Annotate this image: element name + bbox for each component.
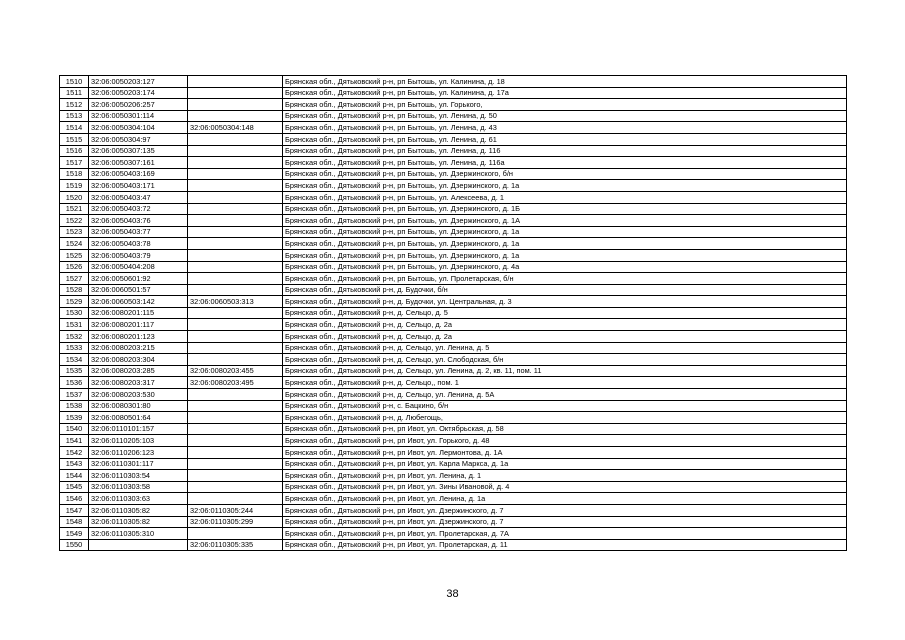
- cadastral-number-cell: [89, 539, 188, 551]
- cadastral-number-cell: 32:06:0050307:161: [89, 157, 188, 169]
- cadastral-number-cell: 32:06:0080201:123: [89, 331, 188, 343]
- cadastral-number-cell: 32:06:0060501:57: [89, 284, 188, 296]
- related-cadastral-number-cell: [188, 133, 283, 145]
- cadastral-number-cell: 32:06:0050403:77: [89, 226, 188, 238]
- table-row: [60, 226, 847, 238]
- table-row: [60, 215, 847, 227]
- page-number: 38: [446, 588, 459, 600]
- row-number-cell: 1525: [60, 249, 89, 261]
- row-number-cell: 1521: [60, 203, 89, 215]
- cadastral-number-cell: 32:06:0050203:174: [89, 87, 188, 99]
- cadastral-number-cell: 32:06:0080203:215: [89, 342, 188, 354]
- row-number-cell: 1542: [60, 447, 89, 459]
- related-cadastral-number-cell: [188, 435, 283, 447]
- row-number-cell: 1527: [60, 273, 89, 285]
- row-number-cell: 1512: [60, 99, 89, 111]
- cadastral-number-cell: 32:06:0110303:58: [89, 481, 188, 493]
- table-row: [60, 145, 847, 157]
- address-cell: Брянская обл., Дятьковский р-н, рп Ивот, ул. Лермонтова, д. 1А: [283, 447, 847, 459]
- related-cadastral-number-cell: [188, 458, 283, 470]
- cadastral-number-cell: 32:06:0050403:76: [89, 215, 188, 227]
- row-number-cell: 1537: [60, 389, 89, 401]
- address-cell: Брянская обл., Дятьковский р-н, д. Сельцо, д. 2а: [283, 319, 847, 331]
- related-cadastral-number-cell: 32:06:0110305:335: [188, 539, 283, 551]
- related-cadastral-number-cell: [188, 87, 283, 99]
- related-cadastral-number-cell: [188, 145, 283, 157]
- address-cell: Брянская обл., Дятьковский р-н, рп Бытошь, ул. Дзержинского, д. 4а: [283, 261, 847, 273]
- address-cell: Брянская обл., Дятьковский р-н, д. Сельцо, ул. Слободская, б/н: [283, 354, 847, 366]
- cadastral-number-cell: 32:06:0050206:257: [89, 99, 188, 111]
- row-number-cell: 1516: [60, 145, 89, 157]
- cadastral-number-cell: 32:06:0050404:208: [89, 261, 188, 273]
- table-row: [60, 122, 847, 134]
- row-number-cell: 1523: [60, 226, 89, 238]
- table-row: [60, 458, 847, 470]
- address-cell: Брянская обл., Дятьковский р-н, рп Бытошь, ул. Дзержинского, б/н: [283, 168, 847, 180]
- address-cell: Брянская обл., Дятьковский р-н, рп Бытошь, ул. Калинина, д. 18: [283, 76, 847, 88]
- row-number-cell: 1517: [60, 157, 89, 169]
- row-number-cell: 1519: [60, 180, 89, 192]
- table-row: [60, 365, 847, 377]
- related-cadastral-number-cell: [188, 342, 283, 354]
- table-row: [60, 493, 847, 505]
- related-cadastral-number-cell: [188, 331, 283, 343]
- related-cadastral-number-cell: [188, 470, 283, 482]
- related-cadastral-number-cell: [188, 354, 283, 366]
- related-cadastral-number-cell: [188, 447, 283, 459]
- table-row: [60, 516, 847, 528]
- cadastral-number-cell: 32:06:0050403:169: [89, 168, 188, 180]
- address-cell: Брянская обл., Дятьковский р-н, рп Бытошь, ул. Дзержинского, д. 1а: [283, 249, 847, 261]
- related-cadastral-number-cell: [188, 180, 283, 192]
- table-row: [60, 168, 847, 180]
- table-row: [60, 412, 847, 424]
- table-row: [60, 423, 847, 435]
- property-register-table: [59, 75, 847, 551]
- register-table-body: [60, 76, 847, 551]
- cadastral-number-cell: 32:06:0050403:78: [89, 238, 188, 250]
- address-cell: Брянская обл., Дятьковский р-н, рп Бытошь, ул. Калинина, д. 17а: [283, 87, 847, 99]
- cadastral-number-cell: 32:06:0110305:310: [89, 528, 188, 540]
- table-row: [60, 99, 847, 111]
- row-number-cell: 1540: [60, 423, 89, 435]
- address-cell: Брянская обл., Дятьковский р-н, рп Ивот, ул. Зины Ивановой, д. 4: [283, 481, 847, 493]
- address-cell: Брянская обл., Дятьковский р-н, рп Бытошь, ул. Ленина, д. 61: [283, 133, 847, 145]
- address-cell: Брянская обл., Дятьковский р-н, д. Будочки, б/н: [283, 284, 847, 296]
- table-row: [60, 342, 847, 354]
- related-cadastral-number-cell: [188, 412, 283, 424]
- table-row: [60, 87, 847, 99]
- cadastral-number-cell: 32:06:0110301:117: [89, 458, 188, 470]
- cadastral-number-cell: 32:06:0110305:82: [89, 504, 188, 516]
- row-number-cell: 1539: [60, 412, 89, 424]
- related-cadastral-number-cell: 32:06:0080203:495: [188, 377, 283, 389]
- row-number-cell: 1514: [60, 122, 89, 134]
- related-cadastral-number-cell: [188, 284, 283, 296]
- row-number-cell: 1532: [60, 331, 89, 343]
- cadastral-number-cell: 32:06:0080501:64: [89, 412, 188, 424]
- address-cell: Брянская обл., Дятьковский р-н, рп Ивот, ул. Пролетарская, д. 7А: [283, 528, 847, 540]
- table-row: [60, 470, 847, 482]
- cadastral-number-cell: 32:06:0050203:127: [89, 76, 188, 88]
- table-row: [60, 331, 847, 343]
- address-cell: Брянская обл., Дятьковский р-н, рп Бытошь, ул. Горького,: [283, 99, 847, 111]
- related-cadastral-number-cell: [188, 76, 283, 88]
- address-cell: Брянская обл., Дятьковский р-н, д. Сельцо, ул. Ленина, д. 5А: [283, 389, 847, 401]
- table-row: [60, 319, 847, 331]
- address-cell: Брянская обл., Дятьковский р-н, рп Бытошь, ул. Пролетарская, б/н: [283, 273, 847, 285]
- row-number-cell: 1522: [60, 215, 89, 227]
- table-row: [60, 435, 847, 447]
- row-number-cell: 1536: [60, 377, 89, 389]
- related-cadastral-number-cell: [188, 99, 283, 111]
- table-row: [60, 273, 847, 285]
- related-cadastral-number-cell: 32:06:0060503:313: [188, 296, 283, 308]
- table-row: [60, 180, 847, 192]
- row-number-cell: 1524: [60, 238, 89, 250]
- row-number-cell: 1543: [60, 458, 89, 470]
- table-row: [60, 400, 847, 412]
- table-row: [60, 447, 847, 459]
- cadastral-number-cell: 32:06:0110305:82: [89, 516, 188, 528]
- table-row: [60, 203, 847, 215]
- row-number-cell: 1535: [60, 365, 89, 377]
- related-cadastral-number-cell: [188, 389, 283, 401]
- address-cell: Брянская обл., Дятьковский р-н, д. Будочки, ул. Центральная, д. 3: [283, 296, 847, 308]
- table-row: [60, 157, 847, 169]
- row-number-cell: 1550: [60, 539, 89, 551]
- row-number-cell: 1538: [60, 400, 89, 412]
- related-cadastral-number-cell: [188, 307, 283, 319]
- table-row: [60, 110, 847, 122]
- row-number-cell: 1531: [60, 319, 89, 331]
- address-cell: Брянская обл., Дятьковский р-н, рп Ивот, ул. Октябрьская, д. 58: [283, 423, 847, 435]
- row-number-cell: 1541: [60, 435, 89, 447]
- address-cell: Брянская обл., Дятьковский р-н, рп Ивот, ул. Дзержинского, д. 7: [283, 504, 847, 516]
- row-number-cell: 1518: [60, 168, 89, 180]
- address-cell: Брянская обл., Дятьковский р-н, д. Сельцо, ул. Ленина, д. 5: [283, 342, 847, 354]
- cadastral-number-cell: 32:06:0050403:171: [89, 180, 188, 192]
- address-cell: Брянская обл., Дятьковский р-н, рп Бытошь, ул. Ленина, д. 43: [283, 122, 847, 134]
- row-number-cell: 1547: [60, 504, 89, 516]
- table-row: [60, 377, 847, 389]
- related-cadastral-number-cell: [188, 273, 283, 285]
- table-row: [60, 296, 847, 308]
- table-row: [60, 528, 847, 540]
- cadastral-number-cell: 32:06:0080201:115: [89, 307, 188, 319]
- related-cadastral-number-cell: [188, 238, 283, 250]
- related-cadastral-number-cell: 32:06:0080203:455: [188, 365, 283, 377]
- row-number-cell: 1528: [60, 284, 89, 296]
- table-row: [60, 238, 847, 250]
- address-cell: Брянская обл., Дятьковский р-н, рп Бытошь, ул. Дзержинского, д. 1А: [283, 215, 847, 227]
- cadastral-number-cell: 32:06:0110101:157: [89, 423, 188, 435]
- table-row: [60, 191, 847, 203]
- cadastral-number-cell: 32:06:0050403:79: [89, 249, 188, 261]
- cadastral-number-cell: 32:06:0080203:530: [89, 389, 188, 401]
- table-row: [60, 133, 847, 145]
- cadastral-number-cell: 32:06:0080203:317: [89, 377, 188, 389]
- row-number-cell: 1530: [60, 307, 89, 319]
- row-number-cell: 1548: [60, 516, 89, 528]
- cadastral-number-cell: 32:06:0060503:142: [89, 296, 188, 308]
- related-cadastral-number-cell: [188, 215, 283, 227]
- address-cell: Брянская обл., Дятьковский р-н, рп Ивот, ул. Дзержинского, д. 7: [283, 516, 847, 528]
- address-cell: Брянская обл., Дятьковский р-н, рп Бытошь, ул. Ленина, д. 116: [283, 145, 847, 157]
- related-cadastral-number-cell: 32:06:0110305:244: [188, 504, 283, 516]
- address-cell: Брянская обл., Дятьковский р-н, рп Бытошь, ул. Дзержинского, д. 1Б: [283, 203, 847, 215]
- address-cell: Брянская обл., Дятьковский р-н, д. Любегощь,: [283, 412, 847, 424]
- table-row: [60, 539, 847, 551]
- row-number-cell: 1515: [60, 133, 89, 145]
- address-cell: Брянская обл., Дятьковский р-н, рп Ивот, ул. Горького, д. 48: [283, 435, 847, 447]
- cadastral-number-cell: 32:06:0110206:123: [89, 447, 188, 459]
- cadastral-number-cell: 32:06:0110303:63: [89, 493, 188, 505]
- related-cadastral-number-cell: 32:06:0050304:148: [188, 122, 283, 134]
- cadastral-number-cell: 32:06:0050301:114: [89, 110, 188, 122]
- address-cell: Брянская обл., Дятьковский р-н, рп Ивот, ул. Карла Маркса, д. 1а: [283, 458, 847, 470]
- related-cadastral-number-cell: [188, 261, 283, 273]
- address-cell: Брянская обл., Дятьковский р-н, д. Сельцо, ул. Ленина, д. 2, кв. 11, пом. 11: [283, 365, 847, 377]
- related-cadastral-number-cell: [188, 319, 283, 331]
- cadastral-number-cell: 32:06:0080301:80: [89, 400, 188, 412]
- row-number-cell: 1545: [60, 481, 89, 493]
- related-cadastral-number-cell: [188, 528, 283, 540]
- address-cell: Брянская обл., Дятьковский р-н, д. Сельцо,, пом. 1: [283, 377, 847, 389]
- related-cadastral-number-cell: 32:06:0110305:299: [188, 516, 283, 528]
- cadastral-number-cell: 32:06:0050304:104: [89, 122, 188, 134]
- related-cadastral-number-cell: [188, 400, 283, 412]
- row-number-cell: 1526: [60, 261, 89, 273]
- related-cadastral-number-cell: [188, 203, 283, 215]
- cadastral-number-cell: 32:06:0050307:135: [89, 145, 188, 157]
- table-row: [60, 249, 847, 261]
- table-row: [60, 354, 847, 366]
- row-number-cell: 1529: [60, 296, 89, 308]
- row-number-cell: 1511: [60, 87, 89, 99]
- cadastral-number-cell: 32:06:0080203:285: [89, 365, 188, 377]
- address-cell: Брянская обл., Дятьковский р-н, рп Бытошь, ул. Дзержинского, д. 1а: [283, 238, 847, 250]
- table-row: [60, 261, 847, 273]
- table-row: [60, 76, 847, 88]
- address-cell: Брянская обл., Дятьковский р-н, д. Сельцо, д. 5: [283, 307, 847, 319]
- address-cell: Брянская обл., Дятьковский р-н, д. Сельцо, д. 2а: [283, 331, 847, 343]
- row-number-cell: 1534: [60, 354, 89, 366]
- cadastral-number-cell: 32:06:0050403:47: [89, 191, 188, 203]
- related-cadastral-number-cell: [188, 493, 283, 505]
- related-cadastral-number-cell: [188, 157, 283, 169]
- address-cell: Брянская обл., Дятьковский р-н, рп Бытошь, ул. Дзержинского, д. 1а: [283, 180, 847, 192]
- address-cell: Брянская обл., Дятьковский р-н, рп Бытошь, ул. Дзержинского, д. 1а: [283, 226, 847, 238]
- cadastral-number-cell: 32:06:0110303:54: [89, 470, 188, 482]
- row-number-cell: 1533: [60, 342, 89, 354]
- address-cell: Брянская обл., Дятьковский р-н, рп Ивот, ул. Ленина, д. 1а: [283, 493, 847, 505]
- related-cadastral-number-cell: [188, 423, 283, 435]
- related-cadastral-number-cell: [188, 191, 283, 203]
- cadastral-number-cell: 32:06:0050403:72: [89, 203, 188, 215]
- row-number-cell: 1546: [60, 493, 89, 505]
- cadastral-number-cell: 32:06:0110205:103: [89, 435, 188, 447]
- related-cadastral-number-cell: [188, 249, 283, 261]
- address-cell: Брянская обл., Дятьковский р-н, рп Бытошь, ул. Ленина, д. 50: [283, 110, 847, 122]
- table-row: [60, 481, 847, 493]
- table-row: [60, 504, 847, 516]
- table-row: [60, 389, 847, 401]
- related-cadastral-number-cell: [188, 481, 283, 493]
- address-cell: Брянская обл., Дятьковский р-н, рп Бытошь, ул. Алексеева, д. 1: [283, 191, 847, 203]
- row-number-cell: 1549: [60, 528, 89, 540]
- row-number-cell: 1520: [60, 191, 89, 203]
- related-cadastral-number-cell: [188, 168, 283, 180]
- row-number-cell: 1510: [60, 76, 89, 88]
- cadastral-number-cell: 32:06:0080201:117: [89, 319, 188, 331]
- address-cell: Брянская обл., Дятьковский р-н, рп Ивот, ул. Пролетарская, д. 11: [283, 539, 847, 551]
- address-cell: Брянская обл., Дятьковский р-н, рп Бытошь, ул. Ленина, д. 116а: [283, 157, 847, 169]
- related-cadastral-number-cell: [188, 110, 283, 122]
- table-row: [60, 284, 847, 296]
- row-number-cell: 1513: [60, 110, 89, 122]
- related-cadastral-number-cell: [188, 226, 283, 238]
- address-cell: Брянская обл., Дятьковский р-н, рп Ивот, ул. Ленина, д. 1: [283, 470, 847, 482]
- table-row: [60, 307, 847, 319]
- cadastral-number-cell: 32:06:0050304:97: [89, 133, 188, 145]
- row-number-cell: 1544: [60, 470, 89, 482]
- cadastral-number-cell: 32:06:0080203:304: [89, 354, 188, 366]
- address-cell: Брянская обл., Дятьковский р-н, с. Бацкино, б/н: [283, 400, 847, 412]
- cadastral-number-cell: 32:06:0050601:92: [89, 273, 188, 285]
